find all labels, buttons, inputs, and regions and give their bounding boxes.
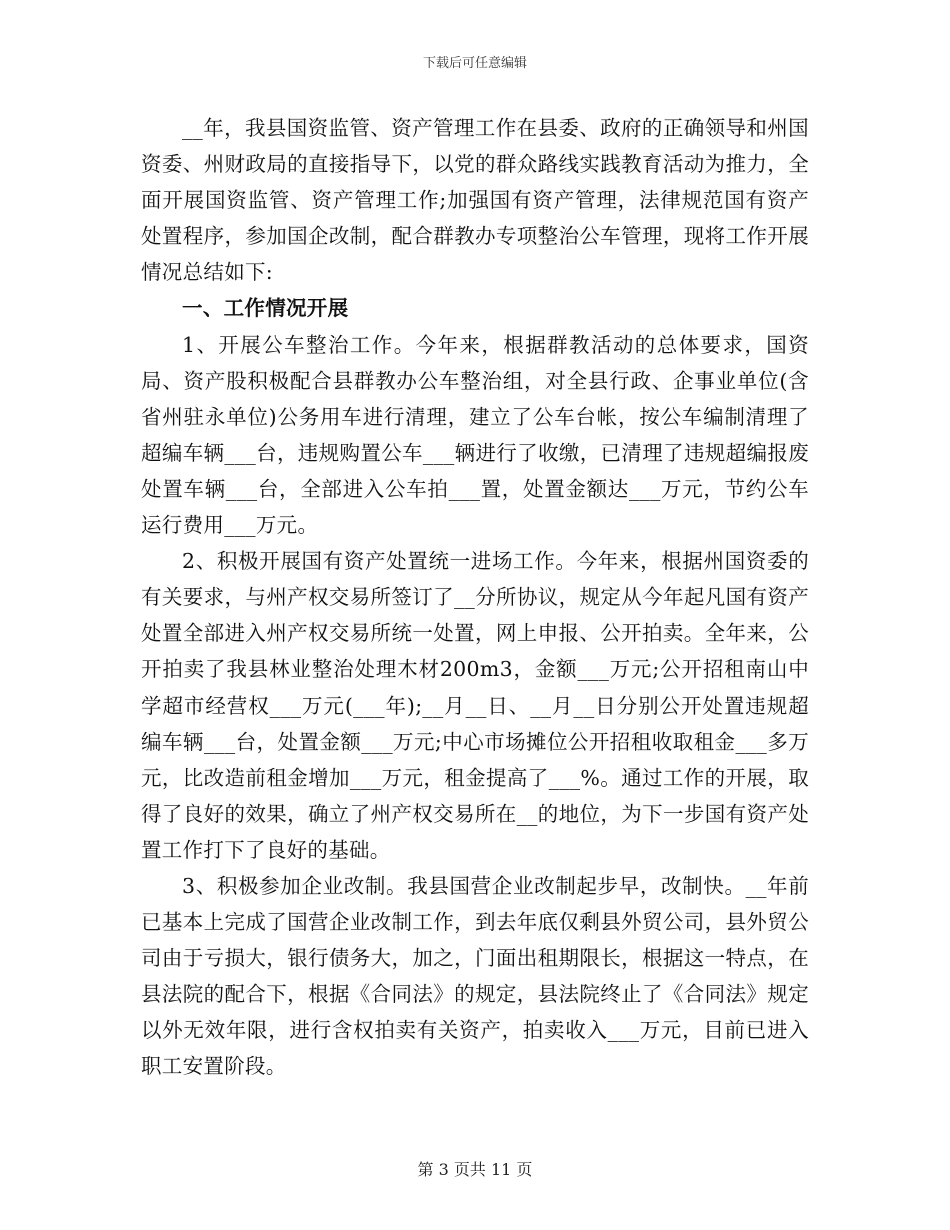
document-body — [141, 110, 809, 1085]
page-footer: 第 3 页共 11 页 — [417, 1160, 533, 1179]
section-heading: 一、工作情况开展 — [182, 296, 349, 321]
item-3-paragraph: 3、积极参加企业改制。我县国营企业改制起步早，改制快。__年前已基本上完成了国营企业改制工作，到去年底仅剩县外贸公司，县外贸公司由于亏损大，银行债务大，加之，门面出租期限长，根据这一特点，在县法院的配合下，根据《合同法》的规定，县法院终止了《合同法》规定以外无效年限，进行含权拍卖有关资产，拍卖收入___万元，目前已进入职工安置阶段。 — [141, 873, 809, 1079]
intro-paragraph: __年，我县国资监管、资产管理工作在县委、政府的正确领导和州国资委、州财政局的直接指导下，以党的群众路线实践教育活动为推力，全面开展国资监管、资产管理工作;加强国有资产管理，法律规范国有资产处置程序，参加国企改制，配合群教办专项整治公车管理，现将工作开展情况总结如下: — [141, 116, 809, 285]
item-2-paragraph: 2、积极开展国有资产处置统一进场工作。今年来，根据州国资委的有关要求，与州产权交易所签订了__分所协议，规定从今年起凡国有资产处置全部进入州产权交易所统一处置，网上申报、公开拍卖。全年来，公开拍卖了我县林业整治处理木材200m3，金额___万元;公开招租南山中学超市经营权___万元(___年);__月__日、__月__日分别公开处置违规超编车辆___台，处置金额___万元;中心市场摊位公开招租收取租金___多万元，比改造前租金增加___万元，租金提高了___%。通过工作的开展，取得了良好的效果，确立了州产权交易所在__的地位，为下一步国有资产处置工作打下了良好的基础。 — [141, 549, 809, 862]
page-header-note: 下载后可任意编辑 — [422, 56, 527, 71]
item-1-paragraph: 1、开展公车整治工作。今年来，根据群教活动的总体要求，国资局、资产股积极配合县群教办公车整治组，对全县行政、企事业单位(含省州驻永单位)公务用车进行清理，建立了公车台帐，按公车编制清理了超编车辆___台，违规购置公车___辆进行了收缴，已清理了违规超编报废处置车辆___台，全部进入公车拍___置，处置金额达___万元，节约公车运行费用___万元。 — [141, 332, 809, 538]
